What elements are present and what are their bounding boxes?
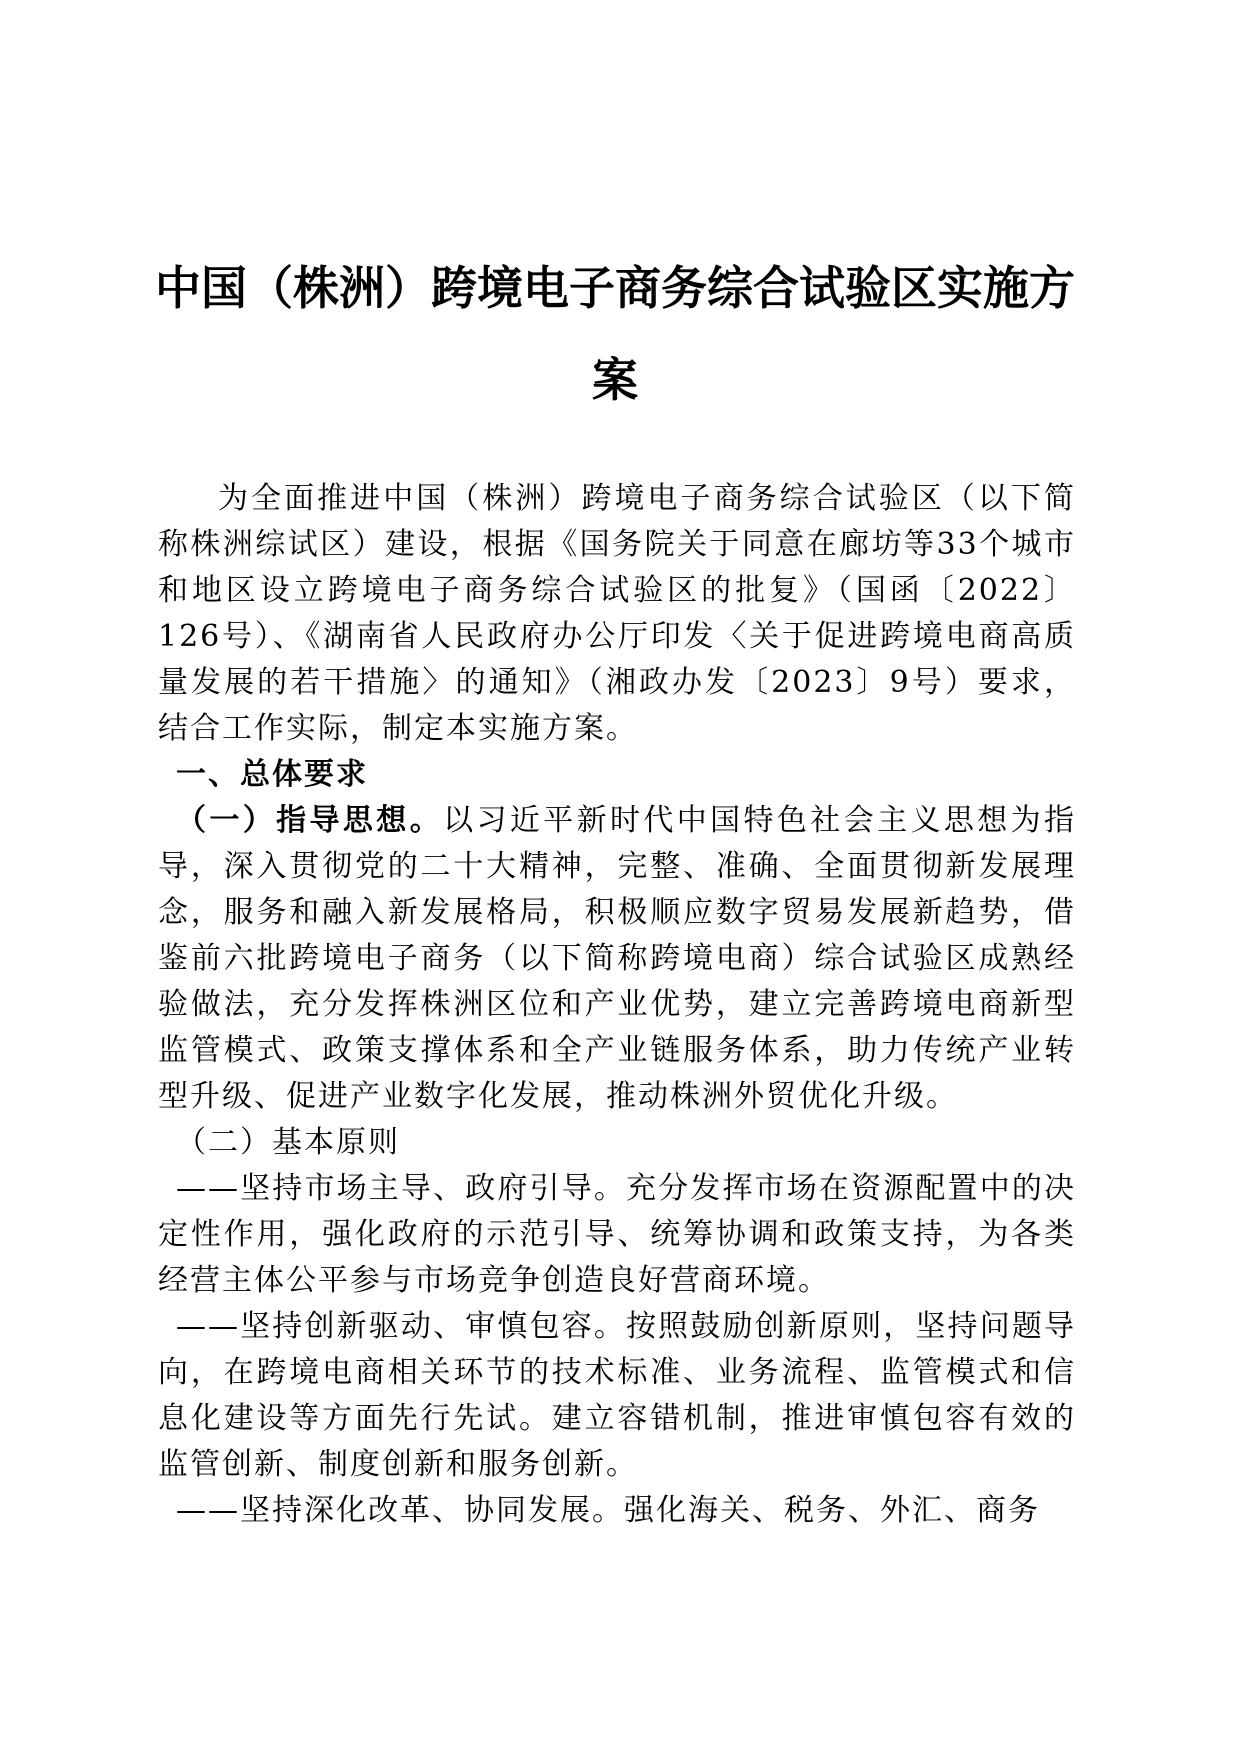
- guiding-ideology-text: 以习近平新时代中国特色社会主义思想为指导，深入贯彻党的二十大精神，完整、准确、全面贯彻新发展理念，服务和融入新发展格局，积极顺应数字贸易发展新趋势，借鉴前六批跨境电子商务（以下简称跨境电商）综合试验区成熟经验做法，充分发挥株洲区位和产业优势，建立完善跨境电商新型监管模式、政策支撑体系和全产业链服务体系，助力传统产业转型升级、促进产业数字化发展，推动株洲外贸优化升级。: [158, 803, 1077, 1114]
- principle-innovation-driven: ——坚持创新驱动、审慎包容。按照鼓励创新原则，坚持问题导向，在跨境电商相关环节的技术标准、业务流程、监管模式和信息化建设等方面先行先试。建立容错机制，推进审慎包容有效的监管创新、制度创新和服务创新。: [158, 1309, 1076, 1482]
- principle-market-led: ——坚持市场主导、政府引导。充分发挥市场在资源配置中的决定性作用，强化政府的示范引导、统筹协调和政策支持，为各类经营主体公平参与市场竞争创造良好营商环境。: [158, 1171, 1076, 1298]
- document-title-line1: 中国（株洲）跨境电子商务综合试验区实施方: [155, 261, 1075, 315]
- document-body: [158, 476, 1076, 1534]
- intro-paragraph: 为全面推进中国（株洲）跨境电子商务综合试验区（以下简称株洲综试区）建设，根据《国务院关于同意在廊坊等33个城市和地区设立跨境电子商务综合试验区的批复》（国函〔2022〕126号）、《湖南省人民政府办公厅印发〈关于促进跨境电商高质量发展的若干措施〉的通知》（湘政办发〔2023〕9号）要求，结合工作实际，制定本实施方案。: [158, 481, 1076, 746]
- subheading-basic-principles: （二）基本原则: [176, 1125, 400, 1160]
- guiding-ideology-lead: （一）指导思想。: [176, 803, 444, 838]
- principle-deepen-reform: ——坚持深化改革、协同发展。强化海关、税务、外汇、商务: [176, 1493, 1040, 1528]
- section-heading-general-requirements: 一、总体要求: [176, 757, 368, 792]
- document-title-line2: 案: [592, 353, 638, 407]
- guiding-ideology-paragraph: [158, 798, 1076, 1120]
